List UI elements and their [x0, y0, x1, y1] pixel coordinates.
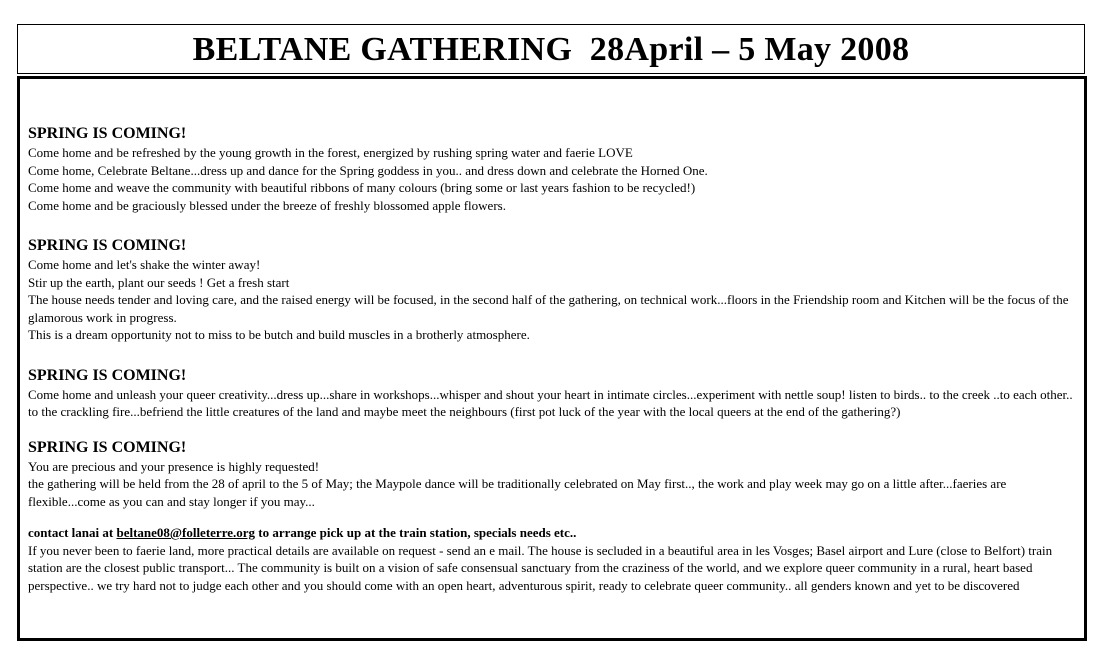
section-3: [28, 365, 1076, 421]
section-heading: SPRING IS COMING!: [28, 438, 187, 456]
paragraph-line: Come home and weave the community with beautiful ribbons of many colours (bring some or last years fashion to be recycled!): [28, 180, 696, 195]
contact-suffix: to arrange pick up at the train station, specials needs etc..: [255, 525, 577, 540]
section-heading: SPRING IS COMING!: [28, 125, 187, 142]
paragraph-line: Stir up the earth, plant our seeds ! Get a fresh start: [28, 274, 290, 290]
contact-email-link[interactable]: beltane08@folleterre.org: [116, 525, 256, 540]
contact-prefix: contact lanai at: [28, 525, 117, 540]
section-heading: SPRING IS COMING!: [28, 366, 187, 384]
paragraph-line: Come home and unleash your queer creativity...dress up...share in workshops...whisper and shout your heart in intimate circles...experiment with nettle soup! listen to birds.. to the creek ..to each other.. to the crackling fire...befriend the little creatures of the land and maybe meet the neighbours (first pot luck of the year with the local queers at the end of the gathering?): [28, 386, 1073, 419]
paragraph-line: Come home and let's shake the winter away!: [28, 257, 261, 272]
section-heading: SPRING IS COMING!: [28, 237, 187, 254]
paragraph-line: Come home and be refreshed by the young growth in the forest, energized by rushing spring water and faerie LOVE: [28, 145, 633, 160]
paragraph-line: the gathering will be held from the 28 of april to the 5 of May; the Maypole dance will be traditionally celebrated on May first.., the work and play week may go on a little after...faeries are flexible...come as you can and stay longer if you may...: [28, 476, 1007, 509]
paragraph-line: Come home, Celebrate Beltane...dress up and dance for the Spring goddess in you.. and dress down and celebrate the Horned One.: [28, 162, 708, 178]
page-title: BELTANE GATHERING 28April – 5 May 2008: [192, 31, 910, 68]
paragraph-line: You are precious and your presence is highly requested!: [28, 458, 320, 474]
title-banner: [17, 24, 1085, 74]
closing-paragraph: If you never been to faerie land, more practical details are available on request - send an e mail. The house is secluded in a beautiful area in les Vosges; Basel airport and Lure (close to Belfort) train station are the closest public transport... The community is built on a vision of safe consensual sanctuary from the craziness of the world, and we explore queer community in a rural, heart based perspective.. we try hard not to judge each other and you should come with an open heart, adventurous spirit, ready to celebrate queer community.. all genders known and yet to be discovered: [28, 542, 1053, 593]
section-4: [28, 437, 1076, 511]
paragraph-line: Come home and be graciously blessed under the breeze of freshly blossomed apple flowers.: [28, 197, 506, 213]
paragraph-line: The house needs tender and loving care, and the raised energy will be focused, in the second half of the gathering, on technical work...floors in the Friendship room and Kitchen will be the focus of the glamorous work in progress.: [28, 292, 1069, 325]
section-1: [28, 123, 1076, 214]
section-2: [28, 235, 1076, 344]
contact-line: [28, 524, 1076, 542]
paragraph-line: This is a dream opportunity not to miss to be butch and build muscles in a brotherly atmosphere.: [28, 327, 530, 342]
content-frame: [17, 76, 1087, 641]
